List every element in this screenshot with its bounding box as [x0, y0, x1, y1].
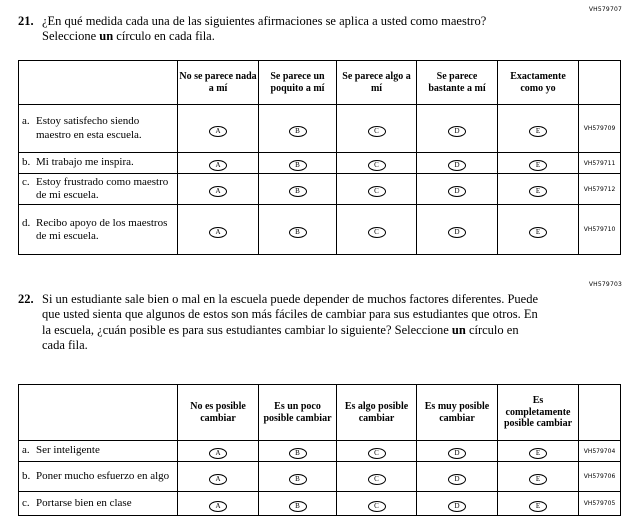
row-code: VH579706: [579, 462, 621, 492]
oval-letter: E: [535, 126, 541, 135]
answer-oval-a[interactable]: [209, 186, 227, 197]
answer-oval-b[interactable]: [289, 126, 307, 137]
oval-letter: A: [215, 126, 221, 135]
row-code: VH579709: [579, 105, 621, 153]
table-row: [19, 205, 621, 255]
answer-oval-b[interactable]: [289, 227, 307, 238]
table-row: [19, 174, 621, 205]
oval-letter: C: [374, 187, 379, 196]
empty-header-cell: [579, 385, 621, 441]
question-21-number: 21.: [18, 14, 34, 28]
row-letter: c.: [22, 176, 30, 188]
oval-letter: B: [295, 449, 300, 457]
question-21-accession-code: VH579707: [588, 6, 622, 13]
answer-oval-c[interactable]: [368, 160, 386, 171]
answer-oval-e[interactable]: [529, 227, 547, 238]
prompt-text: círculo en cada fila.: [113, 29, 215, 44]
oval-letter: D: [454, 449, 460, 457]
oval-letter: C: [374, 501, 379, 510]
oval-letter: E: [535, 187, 541, 196]
column-header: Se parece un poquito a mí: [259, 61, 337, 105]
prompt-text: ¿En qué medida cada una de las siguientes afirmaciones se aplica a usted como maestro? Seleccione: [42, 14, 487, 44]
row-text: Estoy frustrado como maestro de mi escuela.: [36, 176, 169, 202]
answer-oval-c[interactable]: [368, 501, 386, 512]
oval-letter: A: [215, 227, 221, 236]
answer-oval-c[interactable]: [368, 227, 386, 238]
oval-letter: D: [454, 161, 460, 169]
column-header: Exactamente como yo: [498, 61, 579, 105]
table-row: [19, 153, 621, 174]
column-header: No es posible cambiar: [178, 385, 259, 441]
answer-oval-a[interactable]: [209, 227, 227, 238]
answer-oval-d[interactable]: [448, 160, 466, 171]
question-22-number: 22.: [18, 292, 34, 306]
oval-letter: B: [295, 227, 300, 236]
oval-letter: D: [454, 474, 460, 483]
table-row: [19, 462, 621, 492]
question-21-table: [18, 60, 621, 255]
column-header: Es algo posible cambiar: [337, 385, 417, 441]
answer-oval-e[interactable]: [529, 474, 547, 485]
table-row: [19, 441, 621, 462]
oval-letter: B: [295, 501, 300, 510]
oval-letter: B: [295, 161, 300, 169]
column-header: Se parece bastante a mí: [417, 61, 498, 105]
column-header: Es muy posible cambiar: [417, 385, 498, 441]
oval-letter: A: [215, 501, 221, 510]
column-header: Se parece algo a mí: [337, 61, 417, 105]
prompt-text: Si un estudiante sale bien o mal en la escuela puede depender de muchos factores diferentes. Puede que usted sienta que algunos de estos son más fáciles de cambiar para sus estudiantes que otros. En la escuela, ¿cuán posible es para sus estudiantes cambiar lo siguiente? Seleccione: [42, 292, 538, 337]
row-letter: b.: [22, 156, 31, 169]
question-22-table: [18, 384, 621, 516]
oval-letter: E: [535, 227, 541, 236]
answer-oval-d[interactable]: [448, 448, 466, 459]
answer-oval-d[interactable]: [448, 227, 466, 238]
oval-letter: E: [535, 474, 541, 483]
header-row: [19, 61, 621, 105]
oval-letter: E: [535, 449, 541, 457]
question-22-accession-code: VH579703: [588, 281, 622, 288]
answer-oval-a[interactable]: [209, 126, 227, 137]
answer-oval-d[interactable]: [448, 474, 466, 485]
question-22-prompt: [18, 292, 538, 353]
row-letter: a.: [22, 444, 30, 457]
answer-oval-e[interactable]: [529, 501, 547, 512]
question-22-text: [42, 292, 538, 353]
answer-oval-d[interactable]: [448, 501, 466, 512]
row-text: Mi trabajo me inspira.: [36, 156, 134, 169]
question-21-text: [42, 14, 538, 45]
answer-oval-a[interactable]: [209, 501, 227, 512]
answer-oval-d[interactable]: [448, 126, 466, 137]
table-row: [19, 105, 621, 153]
row-letter: b.: [22, 469, 31, 482]
answer-oval-b[interactable]: [289, 448, 307, 459]
empty-header-cell: [19, 385, 178, 441]
row-label: [19, 492, 178, 516]
answer-oval-c[interactable]: [368, 474, 386, 485]
answer-oval-c[interactable]: [368, 448, 386, 459]
oval-letter: A: [215, 449, 221, 457]
column-header: No se parece nada a mí: [178, 61, 259, 105]
row-text: Ser inteligente: [36, 444, 100, 457]
row-label: [19, 462, 178, 492]
oval-letter: C: [374, 126, 379, 135]
answer-oval-c[interactable]: [368, 126, 386, 137]
row-label: [19, 441, 178, 462]
oval-letter: E: [535, 161, 541, 169]
oval-letter: A: [215, 474, 221, 483]
answer-oval-e[interactable]: [529, 186, 547, 197]
answer-oval-e[interactable]: [529, 160, 547, 171]
answer-oval-a[interactable]: [209, 160, 227, 171]
oval-letter: D: [454, 227, 460, 236]
oval-letter: E: [535, 501, 541, 510]
oval-letter: D: [454, 501, 460, 510]
column-header: Es completamente posible cambiar: [498, 385, 579, 441]
row-label: [19, 105, 178, 153]
row-code: VH579705: [579, 492, 621, 516]
answer-oval-b[interactable]: [289, 474, 307, 485]
table-row: [19, 492, 621, 516]
answer-oval-e[interactable]: [529, 448, 547, 459]
answer-oval-d[interactable]: [448, 186, 466, 197]
row-text: Recibo apoyo de los maestros de mi escuela.: [36, 216, 168, 242]
oval-letter: B: [295, 126, 300, 135]
row-code: VH579711: [579, 153, 621, 174]
oval-letter: C: [374, 227, 379, 236]
oval-letter: B: [295, 474, 300, 483]
oval-letter: A: [215, 187, 221, 196]
oval-letter: B: [295, 187, 300, 196]
answer-oval-b[interactable]: [289, 160, 307, 171]
oval-letter: A: [215, 161, 221, 169]
oval-letter: C: [374, 449, 379, 457]
row-letter: d.: [22, 216, 31, 229]
answer-oval-c[interactable]: [368, 186, 386, 197]
oval-letter: D: [454, 187, 460, 196]
row-code: VH579712: [579, 174, 621, 205]
prompt-bold-word: un: [451, 322, 466, 337]
row-text: Poner mucho esfuerzo en algo: [36, 469, 170, 482]
oval-letter: C: [374, 474, 379, 483]
header-row: [19, 385, 621, 441]
row-code: VH579710: [579, 205, 621, 255]
empty-header-cell: [579, 61, 621, 105]
row-label: [19, 153, 178, 174]
empty-header-cell: [19, 61, 178, 105]
prompt-text: círculo en cada fila.: [42, 322, 519, 352]
oval-letter: C: [374, 161, 379, 169]
row-code: VH579704: [579, 441, 621, 462]
row-text: Portarse bien en clase: [36, 496, 132, 509]
row-letter: a.: [22, 115, 30, 128]
answer-oval-a[interactable]: [209, 474, 227, 485]
row-letter: c.: [22, 496, 30, 509]
oval-letter: D: [454, 126, 460, 135]
row-label: [19, 205, 178, 255]
answer-oval-b[interactable]: [289, 501, 307, 512]
row-label: [19, 174, 178, 205]
answer-oval-b[interactable]: [289, 186, 307, 197]
column-header: Es un poco posible cambiar: [259, 385, 337, 441]
answer-oval-a[interactable]: [209, 448, 227, 459]
prompt-bold-word: un: [99, 29, 114, 44]
question-21-prompt: [18, 14, 538, 45]
answer-oval-e[interactable]: [529, 126, 547, 137]
row-text: Estoy satisfecho siendo maestro en esta escuela.: [36, 115, 142, 141]
